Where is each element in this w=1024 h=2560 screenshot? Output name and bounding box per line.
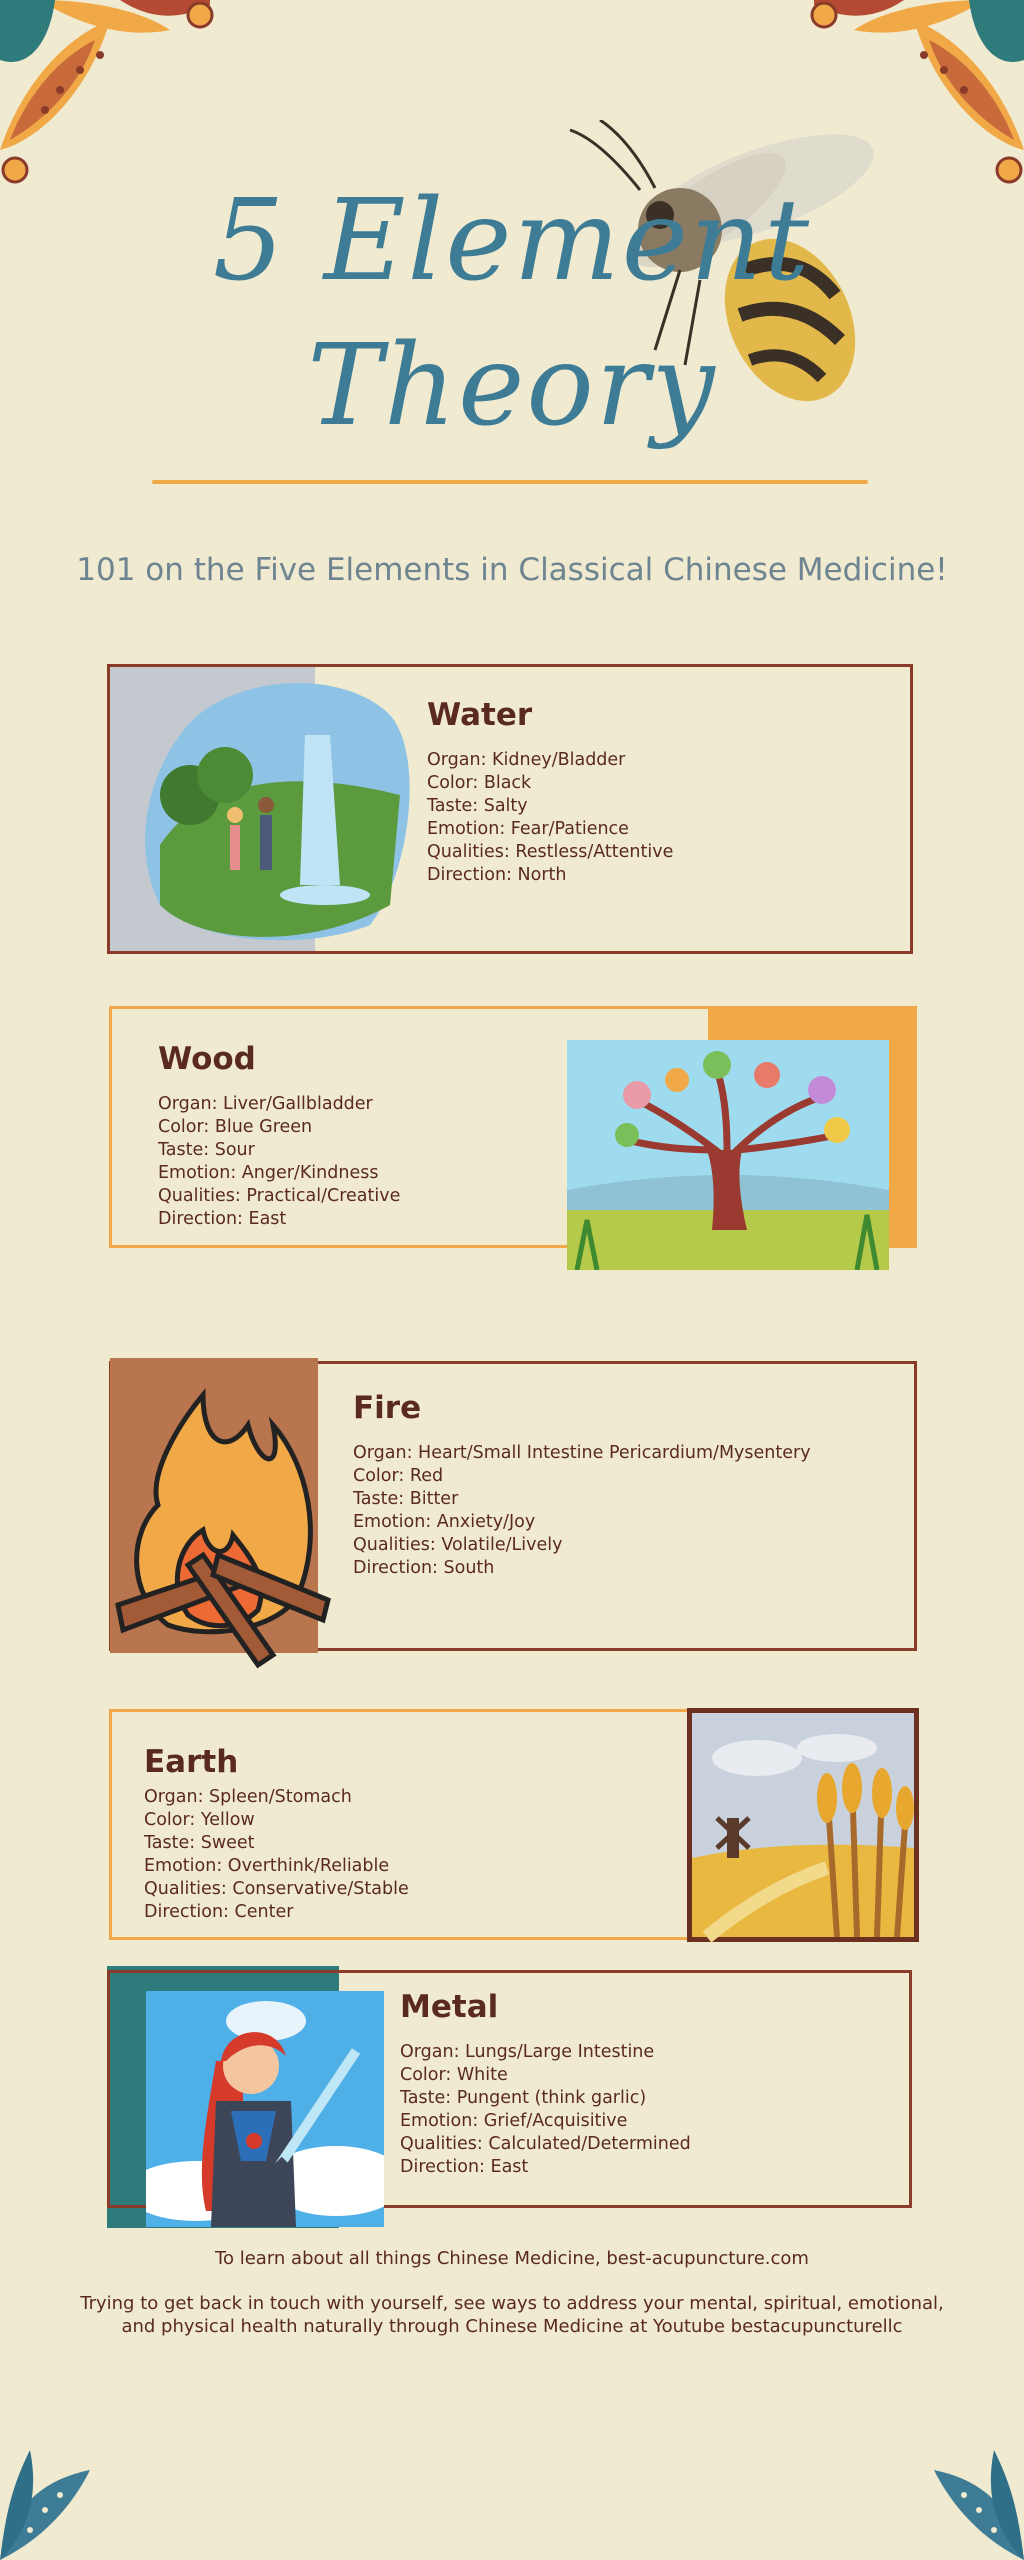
wood-emotion: Emotion: Anger/Kindness (158, 1163, 379, 1183)
subtitle: 101 on the Five Elements in Classical Chinese Medicine! (76, 552, 948, 588)
corner-flower-top-left (0, 0, 220, 190)
metal-organ: Organ: Lungs/Large Intestine (400, 2042, 655, 2062)
metal-qualities: Qualities: Calculated/Determined (400, 2134, 691, 2154)
metal-warrior-illustration (146, 1991, 384, 2227)
fire-taste: Taste: Bitter (353, 1489, 459, 1509)
earth-taste: Taste: Sweet (144, 1833, 255, 1853)
metal-emotion: Emotion: Grief/Acquisitive (400, 2111, 628, 2131)
water-organ: Organ: Kidney/Bladder (427, 750, 626, 770)
fire-direction: Direction: South (353, 1558, 495, 1578)
water-illustration (140, 675, 420, 945)
water-taste: Taste: Salty (427, 796, 528, 816)
wood-organ: Organ: Liver/Gallbladder (158, 1094, 373, 1114)
earth-color: Color: Yellow (144, 1810, 255, 1830)
title-line-1: 5 Element (212, 176, 812, 306)
earth-qualities: Qualities: Conservative/Stable (144, 1879, 409, 1899)
fire-qualities: Qualities: Volatile/Lively (353, 1535, 563, 1555)
wood-text-block (158, 1041, 400, 1231)
element-name-metal: Metal (400, 1989, 499, 2025)
wood-tree-illustration (567, 1040, 889, 1270)
title-underline (152, 480, 868, 484)
earth-wheat-illustration (687, 1708, 919, 1942)
metal-color: Color: White (400, 2065, 508, 2085)
element-name-water: Water (427, 697, 533, 733)
water-direction: Direction: North (427, 865, 567, 885)
fire-text-block (353, 1390, 811, 1580)
metal-taste: Taste: Pungent (think garlic) (400, 2088, 647, 2108)
fire-organ: Organ: Heart/Small Intestine Pericardium/Mysentery (353, 1443, 811, 1463)
footer-line-3: and physical health naturally through Chinese Medicine at Youtube bestacupuncturellc (121, 2316, 903, 2337)
wood-direction: Direction: East (158, 1209, 287, 1229)
element-name-fire: Fire (353, 1390, 422, 1426)
title-line-2: Theory (307, 321, 717, 451)
corner-leaves-bottom-left (0, 2450, 120, 2560)
fire-campfire-illustration (108, 1365, 334, 1675)
footer-line-2: Trying to get back in touch with yourself, see ways to address your mental, spiritual, emotional, (80, 2293, 944, 2314)
earth-emotion: Emotion: Overthink/Reliable (144, 1856, 390, 1876)
water-emotion: Emotion: Fear/Patience (427, 819, 629, 839)
water-color: Color: Black (427, 773, 532, 793)
metal-direction: Direction: East (400, 2157, 529, 2177)
water-text-block (427, 697, 673, 887)
footer-line-1: To learn about all things Chinese Medicine, best-acupuncture.com (215, 2248, 809, 2269)
fire-emotion: Emotion: Anxiety/Joy (353, 1512, 536, 1532)
earth-text-block (144, 1744, 409, 1924)
earth-direction: Direction: Center (144, 1902, 294, 1922)
card-water (107, 664, 913, 954)
water-qualities: Qualities: Restless/Attentive (427, 842, 674, 862)
wood-color: Color: Blue Green (158, 1117, 313, 1137)
wood-qualities: Qualities: Practical/Creative (158, 1186, 401, 1206)
wood-taste: Taste: Sour (158, 1140, 255, 1160)
corner-leaves-bottom-right (904, 2450, 1024, 2560)
earth-organ: Organ: Spleen/Stomach (144, 1787, 352, 1807)
element-name-wood: Wood (158, 1041, 256, 1077)
fire-color: Color: Red (353, 1466, 444, 1486)
element-name-earth: Earth (144, 1744, 239, 1780)
metal-text-block (400, 1989, 691, 2179)
